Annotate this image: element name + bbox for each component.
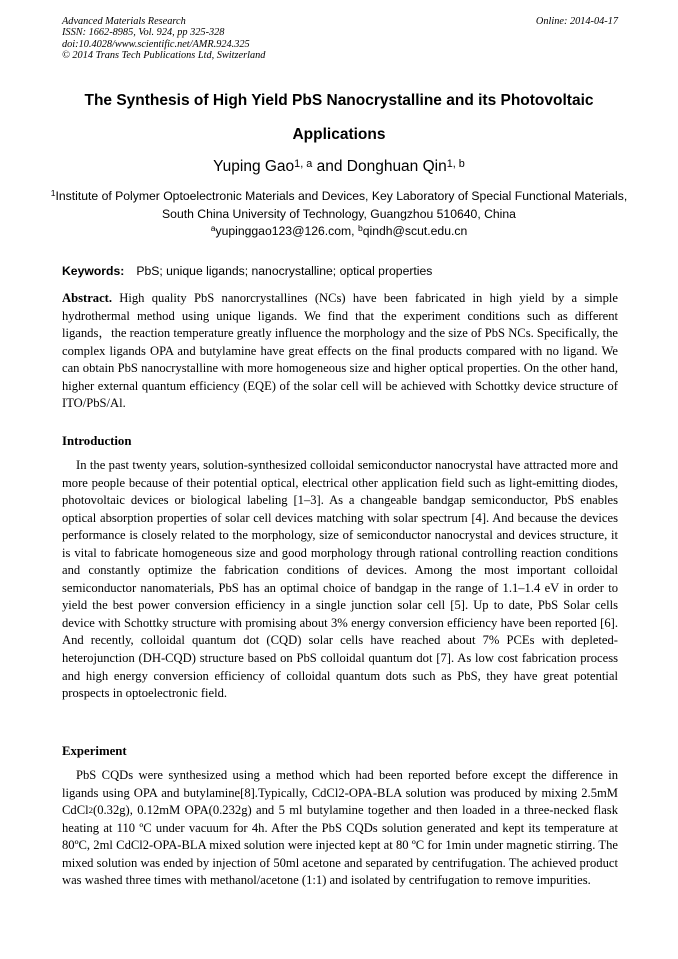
- abstract-text: High quality PbS nanorcrystallines (NCs) have been fabricated in high yield by a simple hydrothermal method using unique ligands. We find that the experiment conditions such as different ligands，the reaction temperature greatly influence the morphology and the size of PbS NCs. Specifically, the complex ligands OPA and butylamine have great effects on the final products compared with no ligand. We can obtain PbS nanocrystalline with more homogeneous size and higher optical properties. On the other hand, higher external quantum efficiency (EQE) of the solar cell will be achieved with Schottky device structure of ITO/PbS/Al.: [62, 291, 618, 411]
- author-1-affil: 1, a: [294, 158, 313, 170]
- experiment-text-b: (0.32g), 0.12mM OPA(0.232g) and 5 ml butylamine together and then loaded in a three-necked flask heating at 110 ºC under vacuum for 4h. After the PbS CQDs solution generated and kept its temperature at 80ºC, 2ml CdCl2-OPA-BLA mixed solution were injected kept at 80 ºC for 1min under magnetic stirring. The mixed solution was ended by injection of 50ml acetone and separated by centrifugation. The achieved product was washed three times with methanol/acetone (1:1) and isolated by centrifugation to remove impurities.: [62, 803, 618, 888]
- author-2-affil: 1, b: [446, 158, 465, 170]
- affiliation-text: Institute of Polymer Optoelectronic Materials and Devices, Key Laboratory of Special Functional Materials, South China University of Technology, Guangzhou 510640, China: [55, 189, 628, 221]
- experiment-text: [62, 767, 618, 890]
- doi-line: doi:10.4028/www.scientific.net/AMR.924.325: [62, 38, 250, 50]
- author-and: and: [316, 158, 343, 175]
- introduction-heading: Introduction: [62, 434, 132, 448]
- journal-header: [62, 16, 618, 62]
- copyright-line: © 2014 Trans Tech Publications Ltd, Switzerland: [62, 50, 266, 62]
- keywords-text: PbS; unique ligands; nanocrystalline; optical properties: [136, 264, 433, 278]
- author-2: Donghuan Qin: [346, 158, 447, 175]
- author-1: Yuping Gao: [213, 158, 295, 175]
- author-list: [40, 157, 638, 177]
- online-date: Online: 2014-04-17: [535, 16, 618, 27]
- journal-name: Advanced Materials Research: [62, 16, 186, 27]
- email-a-sup: a: [210, 223, 216, 233]
- paper-title-line-2: Applications: [292, 126, 386, 143]
- email-a: yupinggao123@126.com,: [215, 224, 355, 238]
- keywords: [62, 263, 618, 279]
- abstract: [62, 290, 618, 413]
- experiment-heading: Experiment: [62, 744, 127, 758]
- experiment-text-a: PbS CQDs were synthesized using a method which had been reported before except the difference in ligands using OPA and butylamine[8].Typically, CdCl2-OPA-BLA solution was produced by mixing 2.5mM CdCl: [62, 768, 618, 818]
- email-line: [50, 223, 628, 241]
- affiliation-sup: 1: [50, 188, 56, 198]
- paper-title-line-1: The Synthesis of High Yield PbS Nanocrystalline and its Photovoltaic: [84, 92, 594, 109]
- keywords-label: Keywords:: [62, 264, 125, 278]
- introduction-text: In the past twenty years, solution-synthesized colloidal semiconductor nanocrystal have attracted more and more people because of their potential optical, electrical other application field such as light-emitting diodes, photovoltaic devices or biological labeling [1–3]. As a changeable bandgap semiconductor, PbS enables optical absorption properties of solar cell devices matching with solar spectrum [4]. And because the devices performance is closely related to the morphology, size of semiconductor nanocrystal and devices structure, it is vital to fabricate homogeneous size and good morphology through rational controlling reaction conditions and constantly optimize the fabrication conditions of devices. Among the most important colloidal semiconductor nanomaterials, PbS has an optimal choice of bandgap in the range of 1.1–1.4 eV in order to yield the best power conversion efficiency in a single junction solar cell [5]. Up to date, PbS Solar cells device with Schottky structure with promising about 3% energy conversion efficiency have been reported [6]. And recently, colloidal quantum dot (CQD) solar cells have reached about 7% PCEs with depleted-heterojunction (DH-CQD) structure based on PbS colloidal quantum dot [7]. As low cost fabrication process and high energy conversion efficiency of colloidal quantum dots such as PbS, they have great potential prospects in optoelectronic field.: [62, 458, 618, 701]
- email-b: qindh@scut.edu.cn: [362, 224, 468, 238]
- experiment-sub: 2: [88, 805, 94, 816]
- issn-line: ISSN: 1662-8985, Vol. 924, pp 325-328: [62, 27, 225, 39]
- email-b-sup: b: [357, 223, 363, 233]
- affiliation: [50, 188, 628, 241]
- abstract-label: Abstract.: [62, 291, 113, 305]
